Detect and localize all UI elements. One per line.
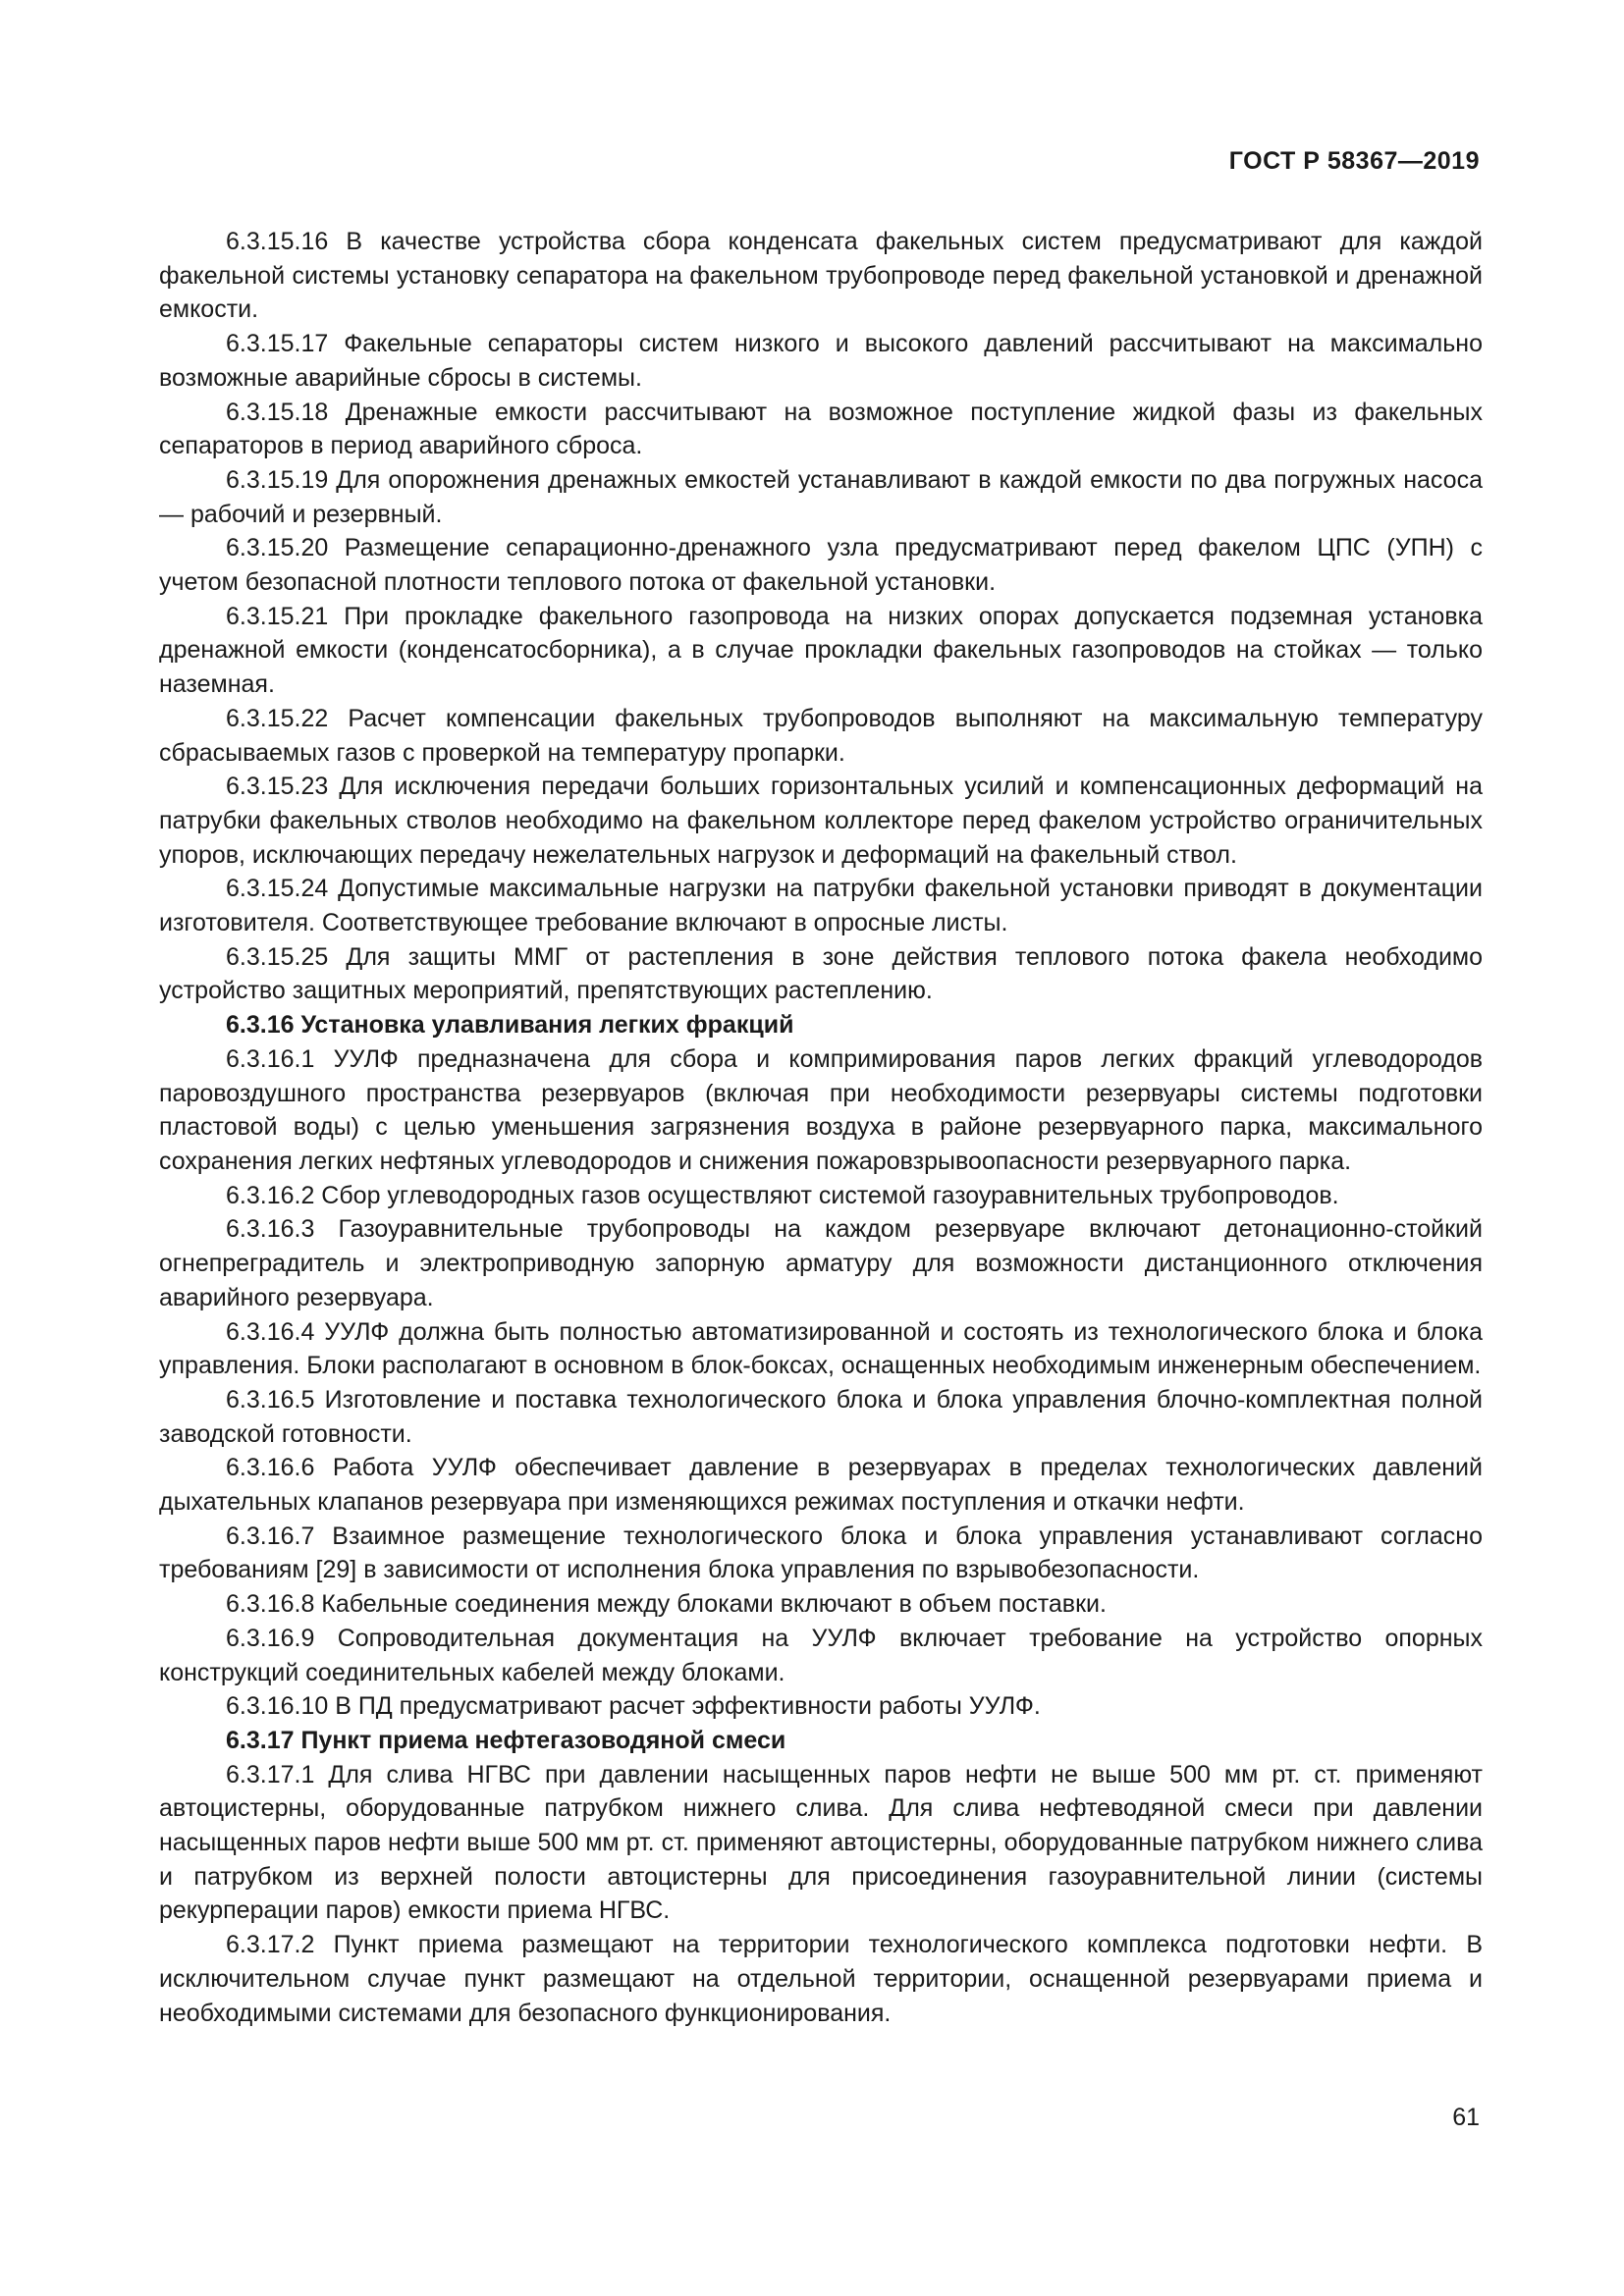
clause-paragraph: 6.3.16.8 Кабельные соединения между блоками включают в объем поставки.	[226, 1590, 1107, 1619]
clause-paragraph: 6.3.16.10 В ПД предусматривают расчет эффективности работы УУЛФ.	[226, 1692, 1041, 1721]
clause-paragraph: 6.3.15.17 Факельные сепараторы систем низкого и высокого давлений рассчитывают на максимально возможные аварийные сбросы в системы.	[159, 330, 1483, 392]
clause-paragraph: 6.3.17.2 Пункт приема размещают на территории технологического комплекса подготовки нефти. В исключительном случае пункт размещают на отдельной территории, оснащенной резервуарами приема и необходимыми системами для безопасного функционирования.	[159, 1931, 1483, 2027]
standard-designation: ГОСТ Р 58367—2019	[1228, 147, 1480, 175]
clause-paragraph: 6.3.15.18 Дренажные емкости рассчитывают на возможное поступление жидкой фазы из факельных сепараторов в период аварийного сброса.	[159, 398, 1483, 460]
clause-paragraph: 6.3.16.3 Газоуравнительные трубопроводы на каждом резервуаре включают детонационно-стойкий огнепреградитель и электроприводную запорную арматуру для возможности дистанционного отключения аварийного резервуара.	[159, 1215, 1483, 1311]
clause-paragraph: 6.3.16.7 Взаимное размещение технологического блока и блока управления устанавливают согласно требованиям [29] в зависимости от исполнения блока управления по взрывобезопасности.	[159, 1522, 1483, 1584]
clause-paragraph: 6.3.15.25 Для защиты ММГ от растепления в зоне действия теплового потока факела необходимо устройство защитных мероприятий, препятствующих растеплению.	[159, 942, 1483, 1005]
clause-paragraph: 6.3.15.21 При прокладке факельного газопровода на низких опорах допускается подземная установка дренажной емкости (конденсатосборника), а в случае прокладки факельных газопроводов на стойках — только наземная.	[159, 602, 1483, 699]
clause-paragraph: 6.3.16.6 Работа УУЛФ обеспечивает давление в резервуарах в пределах технологических давлений дыхательных клапанов резервуара при изменяющихся режимах поступления и откачки нефти.	[159, 1454, 1483, 1517]
clause-paragraph: 6.3.16.1 УУЛФ предназначена для сбора и компримирования паров легких фракций углеводородов паровоздушного пространства резервуаров (включая при необходимости резервуары системы подготовки пластовой воды) с целью уменьшения загрязнения воздуха в районе резервуарного парка, максимального сохранения легких нефтяных углеводородов и снижения пожаровзрывоопасности резервуарного парка.	[159, 1044, 1483, 1175]
clause-paragraph: 6.3.15.16 В качестве устройства сбора конденсата факельных систем предусматривают для каждой факельной системы установку сепаратора на факельном трубопроводе перед факельной установкой и дренажной емкости.	[159, 228, 1483, 324]
clause-paragraph: 6.3.17.1 Для слива НГВС при давлении насыщенных паров нефти не выше 500 мм рт. ст. применяют автоцистерны, оборудованные патрубком нижнего слива. Для слива нефтеводяной смеси при давлении насыщенных паров нефти выше 500 мм рт. ст. применяют автоцистерны, оборудованные патрубком нижнего слива и патрубком из верхней полости автоцистерны для присоединения газоуравнительной линии (системы рекурперации паров) емкости приема НГВС.	[159, 1760, 1483, 1925]
clause-paragraph: 6.3.15.20 Размещение сепарационно-дренажного узла предусматривают перед факелом ЦПС (УПН) с учетом безопасной плотности теплового потока от факельной установки.	[159, 534, 1483, 597]
clause-paragraph: 6.3.15.19 Для опорожнения дренажных емкостей устанавливают в каждой емкости по два погружных насоса — рабочий и резервный.	[159, 465, 1483, 528]
clause-paragraph: 6.3.15.23 Для исключения передачи больших горизонтальных усилий и компенсационных деформаций на патрубки факельных стволов необходимо на факельном коллекторе перед факелом устройство ограничительных упоров, исключающих передачу нежелательных нагрузок и деформаций на факельный ствол.	[159, 773, 1483, 869]
clause-paragraph: 6.3.16.9 Сопроводительная документация на УУЛФ включает требование на устройство опорных конструкций соединительных кабелей между блоками.	[159, 1624, 1483, 1686]
section-heading: 6.3.16 Установка улавливания легких фракций	[226, 1011, 794, 1040]
section-heading: 6.3.17 Пункт приема нефтегазоводяной смеси	[226, 1726, 786, 1754]
page-number: 61	[1452, 2104, 1480, 2131]
clause-paragraph: 6.3.15.24 Допустимые максимальные нагрузки на патрубки факельной установки приводят в документации изготовителя. Соответствующее требование включают в опросные листы.	[159, 875, 1483, 937]
clause-paragraph: 6.3.16.2 Сбор углеводородных газов осуществляют системой газоуравнительных трубопроводов.	[226, 1181, 1339, 1209]
clause-paragraph: 6.3.16.4 УУЛФ должна быть полностью автоматизированной и состоять из технологического блока и блока управления. Блоки располагают в основном в блок-боксах, оснащенных необходимым инженерным обеспечением.	[159, 1317, 1483, 1380]
clause-paragraph: 6.3.16.5 Изготовление и поставка технологического блока и блока управления блочно-комплектная полной заводской готовности.	[159, 1385, 1483, 1448]
document-body	[159, 225, 1483, 2030]
clause-paragraph: 6.3.15.22 Расчет компенсации факельных трубопроводов выполняют на максимальную температуру сбрасываемых газов с проверкой на температуру пропарки.	[159, 704, 1483, 767]
